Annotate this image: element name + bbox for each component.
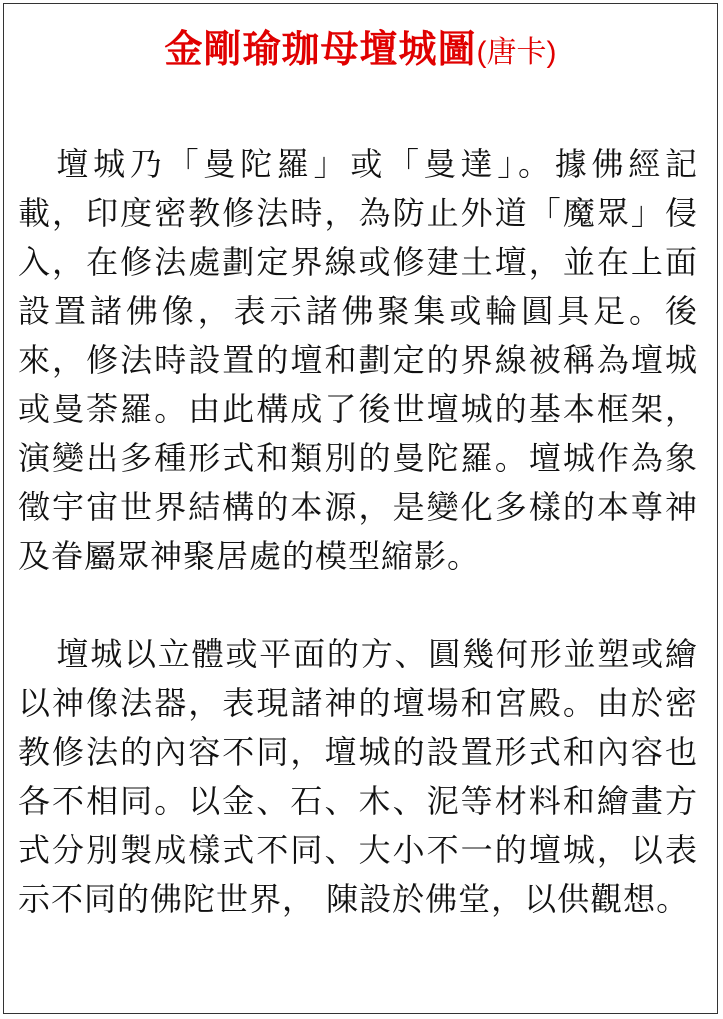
paragraph: 壇城以立體或平面的方、圓幾何形並塑或繪以神像法器，表現諸神的壇場和宮殿。由於密教修法的內容不同，壇城的設置形式和內容也各不相同。以金、石、木、泥等材料和繪畫方式分別製成樣式不同、大小不一的壇城，以表示不同的佛陀世界， 陳設於佛堂，以供觀想。 [18,635,698,918]
page-title: 金剛瑜珈母壇城圖 [164,27,477,71]
title-row [4,18,717,73]
page-subtitle: (唐卡) [476,36,557,69]
paragraph: 壇城乃「曼陀羅」或「曼達」。據佛經記載，印度密教修法時，為防止外道「魔眾」侵入，在修法處劃定界線或修建土壇，並在上面設置諸佛像，表示諸佛聚集或輪圓具足。後來，修法時設置的壇和劃定的界線被稱為壇城或曼荼羅。由此構成了後世壇城的基本框架，演變出多種形式和類別的曼陀羅。壇城作為象徵宇宙世界結構的本源，是變化多樣的本尊神及眷屬眾神聚居處的模型縮影。 [18,145,698,575]
body-text [18,140,698,924]
document-frame [3,3,718,1014]
